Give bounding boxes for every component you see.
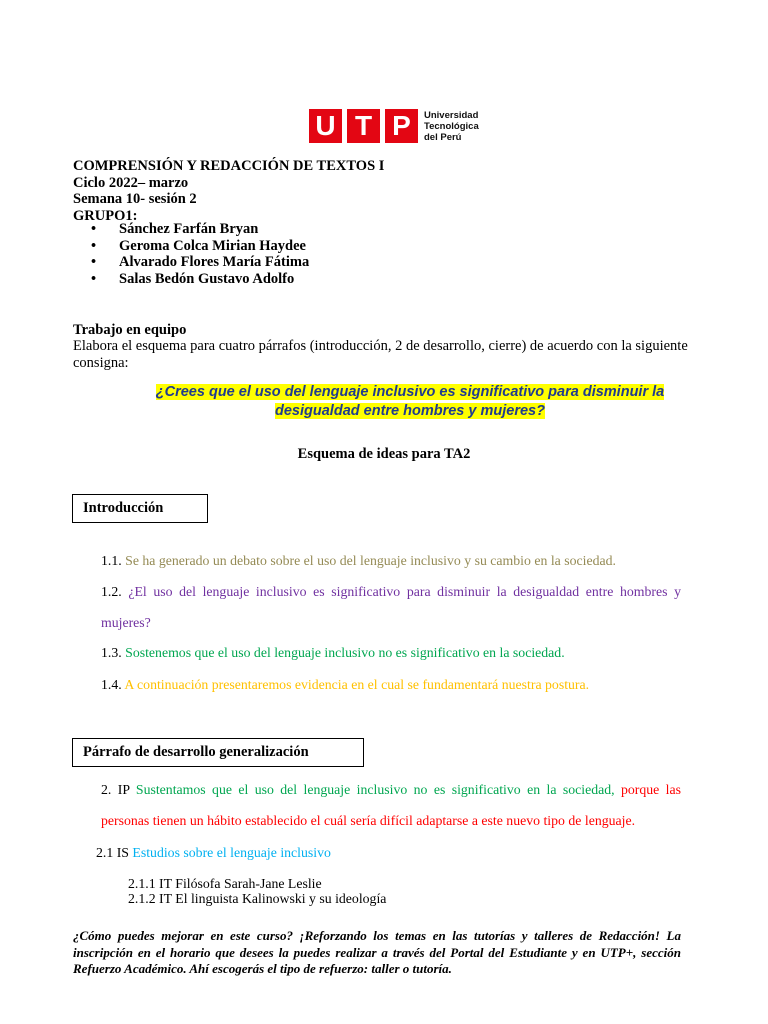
is-label: 2.1 IS xyxy=(96,845,129,860)
bullet-icon: • xyxy=(91,270,97,287)
question-line-2: desigualdad entre hombres y mujeres? xyxy=(275,403,545,419)
development-section-box: Párrafo de desarrollo generalización xyxy=(72,738,364,767)
esquema-title: Esquema de ideas para TA2 xyxy=(297,446,471,462)
tertiary-idea-2: 2.1.2 IT El linguista Kalinowski y su ideología xyxy=(128,891,387,906)
item-text: Sostenemos que el uso del lenguaje inclusivo no es significativo en la sociedad. xyxy=(125,645,565,660)
ip-statement: Sustentamos que el uso del lenguaje inclusivo no es significativo en la sociedad, xyxy=(135,782,615,797)
item-text: A continuación presentaremos evidencia en el cual se fundamentará nuestra postura. xyxy=(124,677,590,692)
item-text: Se ha generado un debato sobre el uso del lenguaje inclusivo y su cambio en la sociedad. xyxy=(125,553,616,568)
item-text: ¿El uso del lenguaje inclusivo es significativo para disminuir la desigualdad entre hombres y xyxy=(128,584,681,599)
logo-letter-u: U xyxy=(309,109,342,143)
group-label: GRUPO1: xyxy=(73,207,138,224)
logo-text-line: Tecnológica xyxy=(424,121,479,132)
tertiary-idea-1: 2.1.1 IT Filósofa Sarah-Jane Leslie xyxy=(128,876,322,891)
item-number: 1.1. xyxy=(101,553,122,568)
logo-text-line: del Perú xyxy=(424,132,462,143)
is-text: Estudios sobre el lenguaje inclusivo xyxy=(132,845,331,860)
ip-reason-continuation: personas tienen un hábito establecido el cuál sería difícil adaptarse a este nuevo tipo de lenguaje. xyxy=(101,813,636,828)
ip-label: 2. IP xyxy=(101,782,130,797)
item-number: 1.4. xyxy=(101,677,122,692)
ip-reason-start: porque las xyxy=(620,782,682,797)
bullet-icon: • xyxy=(91,254,97,271)
bullet-icon: • xyxy=(91,221,97,237)
member-name: Sánchez Farfán Bryan xyxy=(119,221,259,237)
member-name: Salas Bedón Gustavo Adolfo xyxy=(119,270,295,287)
course-title: COMPRENSIÓN Y REDACCIÓN DE TEXTOS I xyxy=(73,158,385,174)
intro-item-1-4 xyxy=(101,677,589,693)
intro-item-1-3 xyxy=(101,645,565,661)
item-number: 1.2. xyxy=(101,584,122,599)
member-name: Alvarado Flores María Fátima xyxy=(119,254,310,271)
secondary-idea-line xyxy=(96,845,331,861)
intro-section-box: Introducción xyxy=(72,494,208,523)
teamwork-instructions: Elabora el esquema para cuatro párrafos (introducción, 2 de desarrollo, cierre) de acuerdo con la siguiente consigna: xyxy=(73,338,688,371)
document-header xyxy=(73,158,384,224)
bullet-icon: • xyxy=(91,237,97,254)
main-idea-line xyxy=(101,782,681,798)
item-number: 1.3. xyxy=(101,645,122,660)
logo-university-name xyxy=(424,110,479,143)
logo-letter-t: T xyxy=(347,109,380,143)
question-line-1: ¿Crees que el uso del lenguaje inclusivo es significativo para disminuir la xyxy=(155,384,665,400)
intro-item-1-1 xyxy=(101,553,616,569)
utp-logo xyxy=(309,109,477,143)
week-label: Semana 10- sesión 2 xyxy=(73,191,197,208)
logo-text-line: Universidad xyxy=(424,110,479,121)
intro-item-1-2-continuation: mujeres? xyxy=(101,615,151,630)
footer-note: ¿Cómo puedes mejorar en este curso? ¡Reforzando los temas en las tutorías y talleres de Redacción! La inscripción en el horario que desees la puedes realizar a través del Portal del Estudiante y en UTP+, sección Refuerzo Académico. Ahí escogerás el tipo de refuerzo: taller o tutoría. xyxy=(73,928,681,976)
prompt-question xyxy=(120,383,700,421)
cycle-label: Ciclo 2022– marzo xyxy=(73,174,189,191)
logo-letter-p: P xyxy=(385,109,418,143)
teamwork-title: Trabajo en equipo xyxy=(73,322,187,338)
intro-item-1-2 xyxy=(101,584,681,600)
member-name: Geroma Colca Mirian Haydee xyxy=(119,237,306,254)
